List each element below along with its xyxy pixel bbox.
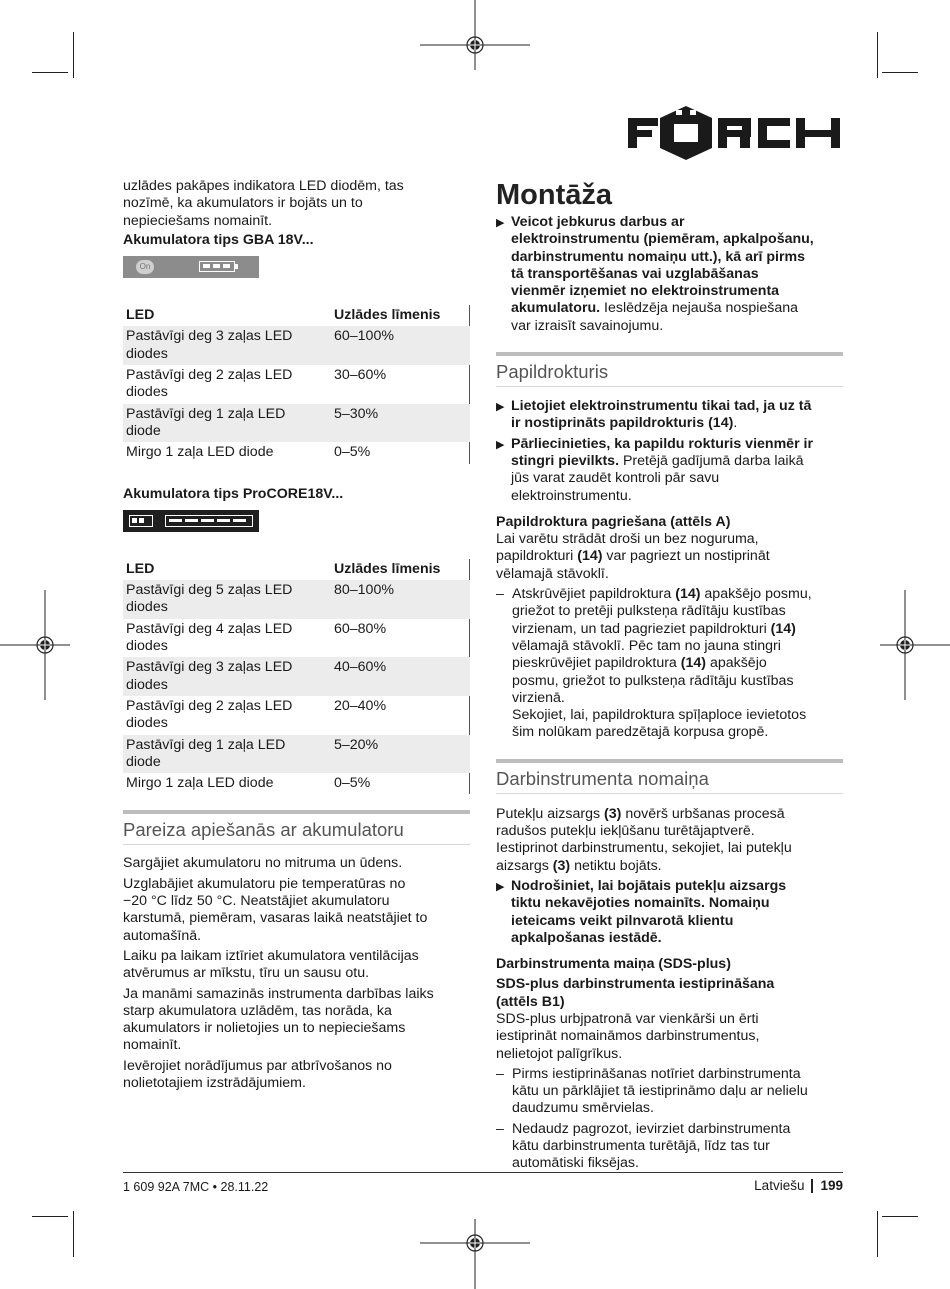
battery-gba-indicator: [123, 256, 259, 278]
crop-mark: [877, 1211, 878, 1257]
registration-mark-left: [0, 590, 70, 700]
intro-line: nepieciešams nomainīt.: [123, 212, 273, 229]
table-row: Mirgo 1 zaļa LED diode 0–5%: [126, 444, 371, 461]
crop-mark: [877, 32, 878, 78]
battery-icon: [129, 515, 153, 527]
table-row: Pastāvīgi deg 2 zaļas LED diodes 20–40%: [126, 697, 387, 732]
paragraph: vēlamajā stāvoklī.: [496, 565, 609, 582]
footer-language: Latviešu: [754, 1178, 805, 1193]
bullet-aux-handle-2: ▶ Pārliecinieties, ka papildu rokturis vienmēr ir stingri pievilkts. Pretējā gadījumā darba laikā jūs varat zaudēt kontroli pār savu elektroinstrumentu.: [496, 435, 813, 504]
on-button-icon: On: [136, 260, 154, 274]
page-title: Montāža: [496, 179, 612, 211]
footer-page-info: [754, 1178, 843, 1193]
dash-item-insert: – Nedaudz pagrozot, ievirziet darbinstrumenta kātu darbinstrumenta turētājā, līdz tas tur automātiski fiksējas.: [496, 1120, 791, 1172]
battery-procore-indicator: [123, 510, 259, 532]
paragraph: nelietojot palīgrīkus.: [496, 1045, 623, 1062]
dash-item-clean: – Pirms iestiprināšanas notīriet darbinstrumenta kātu un pārklājiet tā iestiprināmo daļu ar nelielu daudzumu smērvielas.: [496, 1065, 808, 1117]
triangle-bullet-icon: ▶: [496, 438, 505, 451]
crop-mark: [32, 1216, 68, 1217]
paragraph: Lai varētu strādāt droši un bez noguruma,: [496, 531, 759, 548]
col-header: LED: [126, 560, 155, 577]
crop-mark: [882, 72, 918, 73]
page-number: 199: [820, 1178, 843, 1193]
section-title-aux-handle: Papildrokturis: [496, 352, 843, 387]
col-header: Uzlādes līmenis: [334, 307, 441, 324]
footer-doc-id: 1 609 92A 7MC • 28.11.22: [123, 1180, 269, 1194]
left-column: [123, 178, 470, 1092]
paragraph: iestiprināt nomaināmos darbinstrumentus,: [496, 1028, 760, 1045]
crop-mark: [73, 1211, 74, 1257]
battery-icon: [199, 261, 235, 272]
section-title-battery-handling: Pareiza apiešanās ar akumulatoru: [123, 810, 470, 845]
crop-mark: [32, 72, 68, 73]
triangle-bullet-icon: ▶: [496, 217, 505, 229]
footer-rule: [123, 1172, 843, 1173]
gba-heading: Akumulatora tips GBA 18V...: [123, 231, 314, 248]
registration-mark-bottom: [420, 1219, 530, 1289]
bullet-aux-handle-1: ▶ Lietojiet elektroinstrumentu tikai tad, ja uz tā ir nostiprināts papildrokturis (14).: [496, 398, 812, 432]
crop-mark: [73, 32, 74, 78]
table-row: Mirgo 1 zaļa LED diode 0–5%: [126, 775, 371, 792]
subheading-sds-change: Darbinstrumenta maiņa (SDS-plus): [496, 956, 731, 973]
table-row: Pastāvīgi deg 1 zaļa LED diode 5–20%: [123, 735, 470, 774]
table-row: Pastāvīgi deg 2 zaļas LED diodes 30–60%: [126, 367, 387, 401]
subheading-sds-insert: (attēls B1): [496, 993, 565, 1010]
section-title-tool-change: Darbinstrumenta nomaiņa: [496, 759, 843, 794]
dash-item-rotate: – Atskrūvējiet papildroktura (14) apakšējo posmu, griežot to pretēji pulksteņa rādītāju kustības virzienam, un tad pagrieziet papildrokturi (14) vēlamajā stāvoklī. Pēc tam no jauna stingri pieskrūvējiet papildroktura (14) apakšējo posmu, griežot to pulksteņa rādītāju kustības virzienā. Sekojiet, lai, papildroktura spīļaploce ievietotos šim nolūkam paredzētajā korpusa gropē.: [496, 586, 812, 741]
led-table-gba: [123, 305, 470, 463]
warning-remove-battery: ▶ Veicot jebkurus darbus ar elektroinstrumentu (piemēram, apkalpošanu, darbinstrumentu nomaiņu utt.), kā arī pirms tā transportēšanas vai uzglabāšanas vienmēr izņemiet no elektroinstrumenta akumulatoru. Ieslēdzēja nejauša nospiešana var izraisīt savainojumu.: [496, 214, 814, 334]
warning-dust-guard: ▶ Nodrošiniet, lai bojātais putekļu aizsargs tiktu nekavējoties nomainīts. Nomaiņu ieteicams veikt pilnvarotā klientu apkalpošanas iestādē.: [496, 877, 787, 946]
dust-guard-text: Putekļu aizsargs (3) novērš urbšanas procesā radušos putekļu iekļūšanu turētājaptverē. Iestiprinot darbinstrumentu, sekojiet, lai putekļu aizsargs (3) netiktu bojāts.: [496, 805, 792, 874]
intro-line: uzlādes pakāpes indikatora LED diodēm, tas: [123, 178, 404, 194]
table-row: Pastāvīgi deg 3 zaļas LED diodes 40–60%: [123, 657, 470, 696]
triangle-bullet-icon: ▶: [496, 880, 505, 893]
table-row: Pastāvīgi deg 3 zaļas LED diodes 60–100%: [123, 326, 470, 365]
col-header: LED: [126, 307, 155, 324]
table-row: Pastāvīgi deg 1 zaļa LED diode 5–30%: [123, 404, 470, 443]
procore-heading: Akumulatora tips ProCORE18V...: [123, 485, 344, 502]
subheading-rotate-handle: Papildroktura pagriešana (attēls A): [496, 513, 731, 530]
registration-mark-top: [420, 0, 530, 70]
triangle-bullet-icon: ▶: [496, 401, 505, 414]
col-header: Uzlādes līmenis: [334, 560, 441, 577]
table-row: Pastāvīgi deg 4 zaļas LED diodes 60–80%: [126, 620, 387, 655]
led-bar-icon: [165, 515, 253, 527]
intro-line: nozīmē, ka akumulators ir bojāts un to: [123, 195, 363, 212]
table-row: Pastāvīgi deg 5 zaļas LED diodes 80–100%: [123, 580, 470, 619]
crop-mark: [882, 1216, 918, 1217]
registration-mark-right: [880, 590, 950, 700]
subheading-sds-insert: SDS-plus darbinstrumenta iestiprināšana: [496, 976, 775, 993]
battery-handling-text: Sargājiet akumulatoru no mitruma un ūdens. Uzglabājiet akumulatoru pie temperatūras no −20 °C līdz 50 °C. Neatstājiet akumulatoru karstumā, piemēram, vasaras laikā neatstājiet to automašīnā. Laiku pa laikam iztīriet akumulatora ventilācijas atvērumus ar mīkstu, tīru un sausu otu. Ja manāmi samazinās instrumenta darbības laiks starp akumulatora uzlādēm, tas norāda, ka akumulators ir nolietojies un to nepieciešams nomainīt. Ievērojiet norādījumus par atbrīvošanos no nolietotajiem izstrādājumiem.: [123, 855, 434, 1091]
brand-logo: [628, 104, 842, 160]
paragraph: papildrokturi (14) var pagriezt un nostiprināt: [496, 548, 770, 565]
led-table-procore: [123, 559, 470, 795]
right-column: [496, 178, 843, 1173]
paragraph: SDS-plus urbjpatronā var vienkārši un ērti: [496, 1010, 759, 1027]
